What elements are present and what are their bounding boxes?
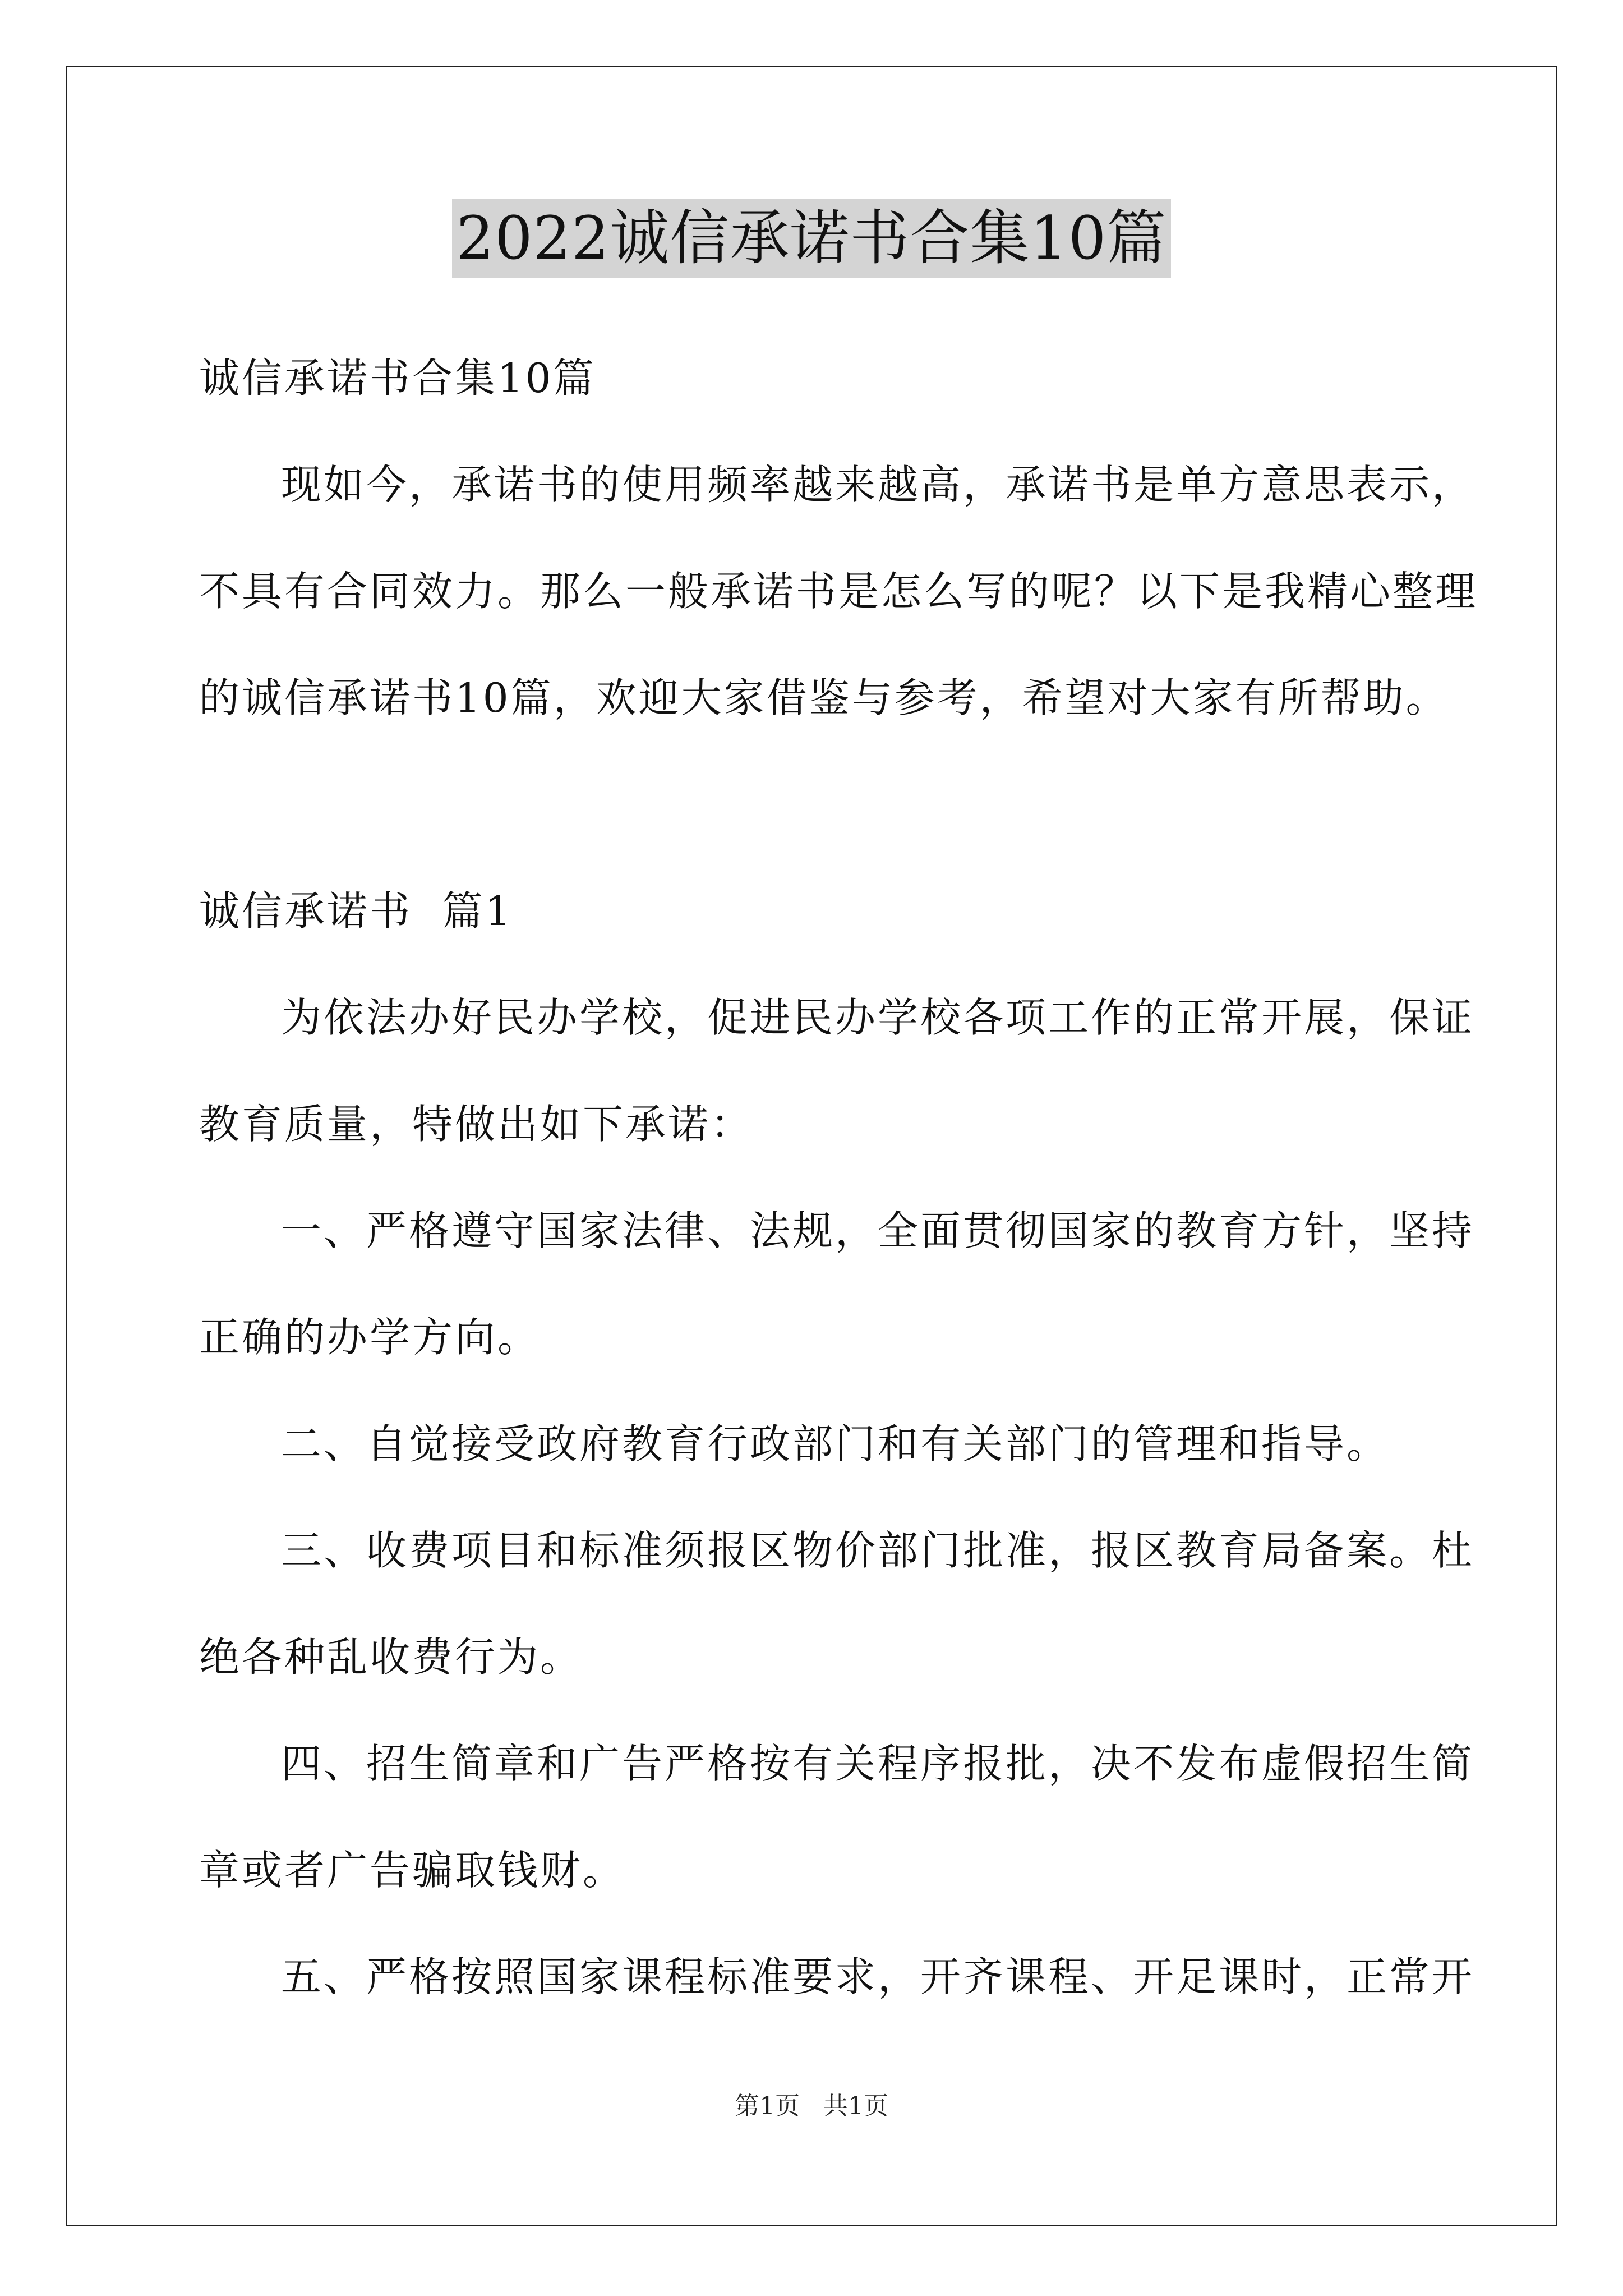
title-wrapper [0, 199, 1623, 278]
intro-line-1: 现如今，承诺书的使用频率越来越高，承诺书是单方意思表示， [281, 461, 1475, 508]
body-line-6: 三、收费项目和标准须报区物价部门批准，报区教育局备案。杜 [281, 1527, 1475, 1574]
body-line-7: 绝各种乱收费行为。 [199, 1634, 583, 1681]
intro-line-2: 不具有合同效力。那么一般承诺书是怎么写的呢？以下是我精心整理 [199, 568, 1478, 615]
body-line-8: 四、招生简章和广告严格按有关程序报批，决不发布虚假招生简 [281, 1740, 1475, 1787]
body-line-1: 为依法办好民办学校，促进民办学校各项工作的正常开展，保证 [281, 994, 1475, 1041]
body-line-9: 章或者广告骗取钱财。 [199, 1847, 626, 1894]
section-heading: 诚信承诺书 篇1 [199, 887, 513, 935]
body-line-3: 一、严格遵守国家法律、法规，全面贯彻国家的教育方针，坚持 [281, 1207, 1475, 1254]
body-line-5: 二、自觉接受政府教育行政部门和有关部门的管理和指导。 [281, 1420, 1390, 1467]
document-title: 2022诚信承诺书合集10篇 [452, 199, 1172, 278]
page-footer: 第1页 共1页 [735, 2092, 888, 2120]
body-line-4: 正确的办学方向。 [199, 1314, 541, 1361]
intro-line-3: 的诚信承诺书10篇，欢迎大家借鉴与参考，希望对大家有所帮助。 [199, 674, 1449, 721]
document-subtitle: 诚信承诺书合集10篇 [199, 355, 596, 402]
body-line-2: 教育质量，特做出如下承诺： [199, 1101, 754, 1148]
body-line-10: 五、严格按照国家课程标准要求，开齐课程、开足课时，正常开 [281, 1953, 1475, 2000]
